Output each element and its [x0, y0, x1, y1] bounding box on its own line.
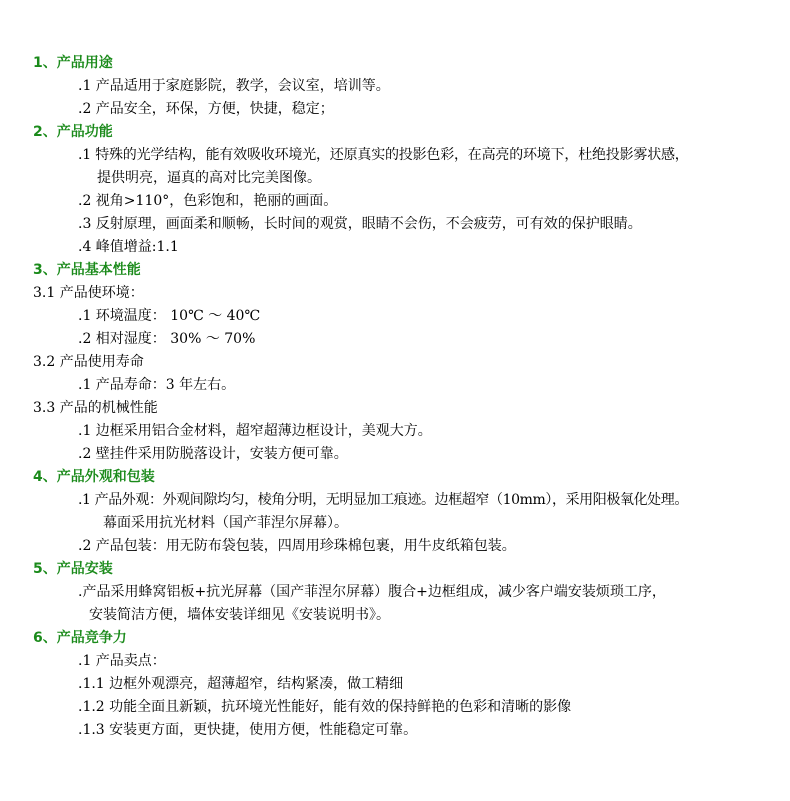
competitiveness-line-2: .1.1 边框外观漂亮，超薄超窄，结构紧凑，做工精细	[78, 676, 404, 692]
performance-sub-3-2: 3.2 产品使用寿命	[33, 354, 144, 370]
section-heading-usage: 1、产品用途	[33, 55, 113, 71]
function-line-2: .2 视角>110°，色彩饱和，艳丽的画面。	[78, 193, 338, 209]
section-heading-appearance: 4、产品外观和包装	[33, 469, 155, 485]
installation-line-1-cont: 安装简洁方便，墙体安装详细见《安装说明书》。	[89, 607, 390, 623]
function-line-3: .3 反射原理，画面柔和顺畅，长时间的观赏，眼睛不会伤，不会疲劳，可有效的保护眼睛。	[78, 216, 642, 232]
competitiveness-line-1: .1 产品卖点：	[78, 653, 166, 669]
competitiveness-line-4: .1.3 安装更方面，更快捷，使用方便，性能稳定可靠。	[78, 722, 418, 738]
appearance-line-1-cont: 幕面采用抗光材料（国产菲涅尔屏幕）。	[103, 515, 348, 531]
usage-line-2: .2 产品安全，环保，方便，快捷，稳定；	[78, 101, 334, 117]
function-line-1-cont: 提供明亮，逼真的高对比完美图像。	[97, 170, 321, 186]
performance-humidity: .2 相对湿度： 30% ～ 70%	[78, 331, 256, 347]
section-heading-performance: 3、产品基本性能	[33, 262, 141, 278]
function-line-4: .4 峰值增益:1.1	[78, 239, 179, 255]
spec-document	[0, 52, 790, 742]
appearance-packaging: .2 产品包装：用无防布袋包装，四周用珍珠棉包裹，用牛皮纸箱包装。	[78, 538, 516, 554]
performance-sub-3-1: 3.1 产品使环境：	[33, 285, 144, 301]
section-heading-installation: 5、产品安装	[33, 561, 113, 577]
performance-mount: .2 壁挂件采用防脱落设计，安装方便可靠。	[78, 446, 348, 462]
performance-lifetime: .1 产品寿命：3 年左右。	[78, 377, 236, 393]
section-heading-function: 2、产品功能	[33, 124, 113, 140]
section-heading-competitiveness: 6、产品竞争力	[33, 630, 127, 646]
performance-frame: .1 边框采用铝合金材料，超窄超薄边框设计，美观大方。	[78, 423, 432, 439]
performance-temperature: .1 环境温度： 10℃ ～ 40℃	[78, 308, 261, 324]
usage-line-1: .1 产品适用于家庭影院，教学，会议室，培训等。	[78, 78, 390, 94]
performance-sub-3-3: 3.3 产品的机械性能	[33, 400, 158, 416]
installation-line-1: .产品采用蜂窝铝板+抗光屏幕（国产菲涅尔屏幕）腹合+边框组成，减少客户端安装烦琐工序，	[78, 584, 666, 600]
appearance-line-1: .1 产品外观：外观间隙均匀，棱角分明，无明显加工痕迹。边框超窄（10mm），采用阳极氧化处理。	[78, 492, 688, 508]
function-line-1: .1 特殊的光学结构，能有效吸收环境光，还原真实的投影色彩，在高亮的环境下，杜绝投影雾状感，	[78, 147, 689, 163]
competitiveness-line-3: .1.2 功能全面且新颖，抗环境光性能好，能有效的保持鲜艳的色彩和清晰的影像	[78, 699, 572, 715]
